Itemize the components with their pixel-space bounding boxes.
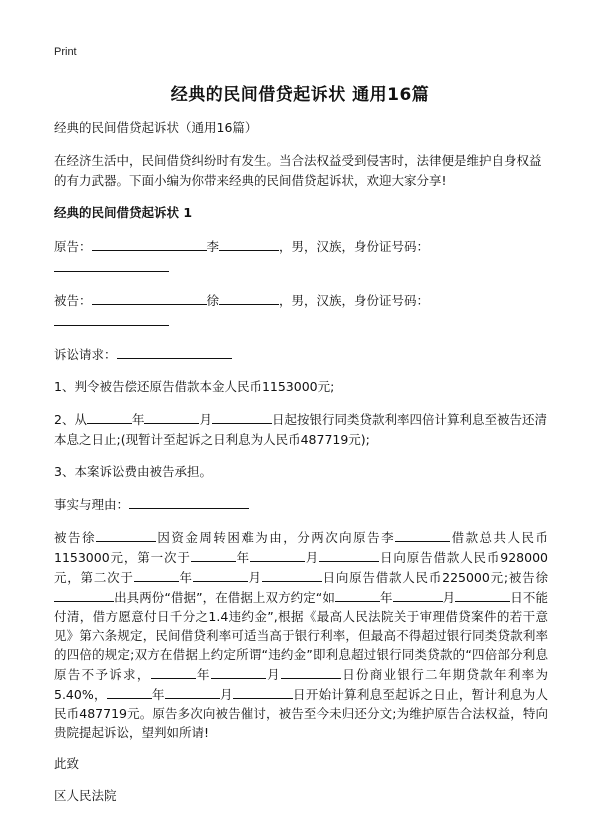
blank-field <box>151 664 196 679</box>
defendant-info: ，男，汉族，身份证号码： <box>279 293 430 308</box>
facts-text: 月 <box>247 570 262 585</box>
facts-label-line <box>54 494 548 515</box>
blank-field <box>165 684 220 699</box>
document-title: 经典的民间借贷起诉状 通用16篇 <box>170 85 430 105</box>
section-heading: 经典的民间借贷起诉状 1 <box>54 205 193 220</box>
claim-2 <box>54 409 548 450</box>
claim-3: 3、本案诉讼费由被告承担。 <box>54 464 212 479</box>
facts-text: 年 <box>178 570 193 585</box>
blank-field <box>107 684 152 699</box>
blank-field <box>219 290 279 305</box>
defendant-line <box>54 290 548 332</box>
facts-text: 日份商业银行二年期贷款年利率为5.40%， <box>54 667 548 702</box>
plaintiff-line <box>54 236 548 278</box>
claim2-month: 月 <box>199 412 212 427</box>
claim2-text: 2、从 <box>54 412 87 427</box>
blank-field <box>211 664 266 679</box>
facts-text: 借款总共人民币1153000元，第一次于 <box>54 530 548 565</box>
claims-label-line <box>54 344 548 365</box>
facts-text: 出具两份“借据”，在借据上双方约定“如 <box>114 590 335 605</box>
facts-text: 日向原告借款人民币225000元;被告徐 <box>321 570 548 585</box>
blank-field <box>193 567 248 582</box>
blank-field <box>54 311 169 326</box>
plaintiff-label: 原告： <box>54 239 92 254</box>
blank-field <box>319 547 379 562</box>
facts-text: 月 <box>219 687 233 702</box>
blank-field <box>233 684 293 699</box>
blank-field <box>191 547 236 562</box>
blank-field <box>129 494 249 509</box>
blank-field <box>219 236 279 251</box>
blank-field <box>96 527 156 542</box>
blank-field <box>393 587 443 602</box>
facts-text: 年 <box>151 687 165 702</box>
defendant-surname: 徐 <box>206 293 220 308</box>
blank-field <box>117 344 232 359</box>
blank-field <box>54 587 114 602</box>
blank-field <box>250 547 305 562</box>
facts-text: 日向原告借款人民币928000元，第二次于 <box>54 550 548 585</box>
facts-text: 年 <box>235 550 250 565</box>
facts-text: 月 <box>304 550 320 565</box>
claim-1: 1、判令被告偿还原告借款本金人民币1153000元; <box>54 379 335 394</box>
blank-field <box>395 527 450 542</box>
facts-text: 月 <box>442 590 456 605</box>
blank-field <box>212 409 272 424</box>
closing: 此致 <box>54 756 80 771</box>
plaintiff-info: ，男，汉族，身份证号码： <box>279 239 430 254</box>
court-name: 区人民法院 <box>54 788 117 803</box>
blank-field <box>92 290 207 305</box>
blank-field <box>134 567 179 582</box>
blank-field <box>281 664 341 679</box>
document-subtitle: 经典的民间借贷起诉状（通用16篇） <box>54 120 258 135</box>
plaintiff-surname: 李 <box>206 239 220 254</box>
blank-field <box>144 409 199 424</box>
facts-text: 年 <box>195 667 211 682</box>
blank-field <box>455 587 510 602</box>
facts-text: 日开始计算利息至起诉之日止，暂计利息为人民币487719元。原告多次向被告催讨，被告至今未归还分文;为维护原告合法权益，特向贵院提起诉讼，望判如所请! <box>54 687 548 740</box>
print-label[interactable]: Print <box>54 46 77 58</box>
blank-field <box>54 257 169 272</box>
claim2-text-rest: 日起按银行同类贷款利率四倍计算利息至被告还清本息之日止;(现暂计至起诉之日利息为人民币487719元); <box>54 412 547 447</box>
blank-field <box>92 236 207 251</box>
facts-text: 月 <box>265 667 281 682</box>
blank-field <box>262 567 322 582</box>
blank-field <box>87 409 132 424</box>
intro-paragraph: 在经济生活中，民间借贷纠纷时有发生。当合法权益受到侵害时，法律便是维护自身权益的有力武器。下面小编为你带来经典的民间借贷起诉状，欢迎大家分享! <box>54 153 542 188</box>
facts-label: 事实与理由： <box>54 497 130 512</box>
facts-text: 被告徐 <box>54 530 96 545</box>
defendant-label: 被告： <box>54 293 92 308</box>
facts-text: 年 <box>379 590 393 605</box>
claims-label: 诉讼请求： <box>54 347 117 362</box>
document-body <box>54 118 548 818</box>
blank-field <box>335 587 380 602</box>
claim2-year: 年 <box>131 412 145 427</box>
facts-text: 日不能付清，借方愿意付日千分之1.4违约金”,根据《最高人民法院关于审理借贷案件的若干意见》第六条规定，民间借贷利率可适当高于银行利率，但最高不得超过银行同类贷款利率的四倍的规定;双方在借据上约定所谓“违约金”即利息超过银行同类贷款的“四倍部分利息原告不予诉求， <box>54 590 548 682</box>
facts-text: 因资金周转困难为由，分两次向原告李 <box>155 530 396 545</box>
facts-paragraph <box>54 527 548 742</box>
